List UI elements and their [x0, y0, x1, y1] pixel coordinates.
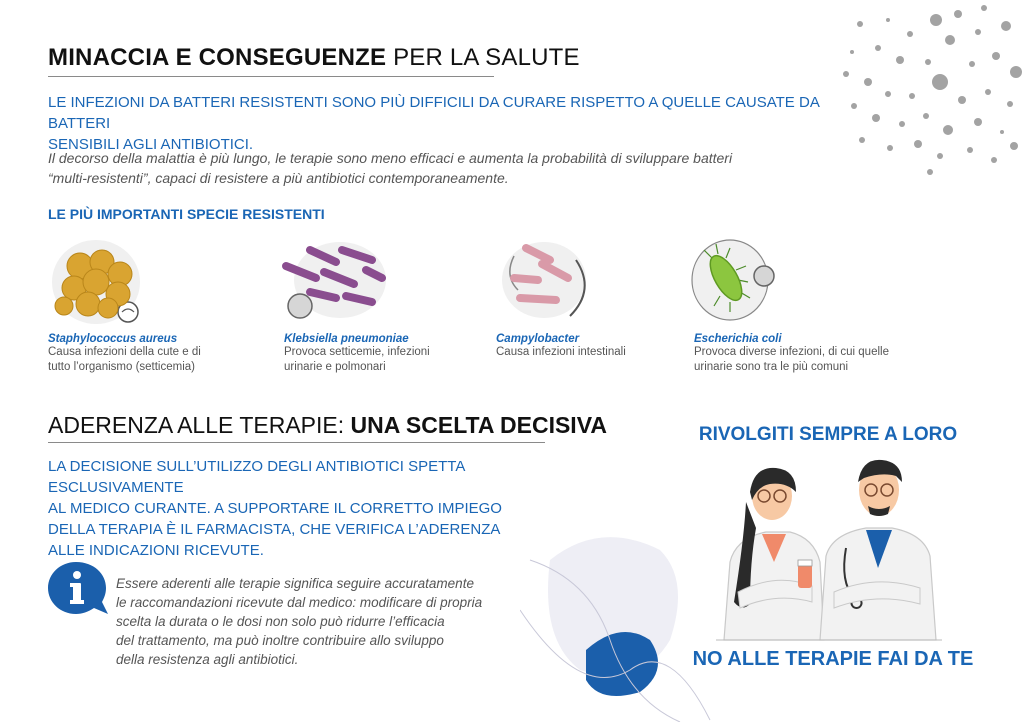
- section-title-rest: PER LA SALUTE: [386, 44, 580, 71]
- klebsiella-icon: [280, 240, 390, 320]
- title-underline: [48, 76, 494, 77]
- species-name: Campylobacter: [496, 333, 580, 345]
- staphylococcus-icon: [50, 236, 150, 326]
- species-desc: urinarie sono tra le più comuni: [694, 361, 849, 373]
- species-item: [284, 333, 484, 375]
- info-text: [116, 574, 516, 669]
- species-desc: tutto l’organismo (setticemia): [48, 361, 195, 373]
- paragraph-line: Il decorso della malattia è più lungo, le terapie sono meno efficaci e aumenta la probabilità di sviluppare batteri: [48, 150, 733, 166]
- section2-title-rest: ADERENZA ALLE TERAPIE:: [48, 412, 351, 438]
- lead-text: [48, 92, 838, 155]
- lead-line: ALLE INDICAZIONI RICEVUTE.: [48, 542, 264, 559]
- species-desc: Causa infezioni intestinali: [496, 346, 626, 358]
- info-line: del trattamento, ma può inoltre contribuire allo sviluppo: [116, 633, 444, 648]
- section2-title-bold: UNA SCELTA DECISIVA: [350, 412, 607, 438]
- lead-line: LA DECISIONE SULL’UTILIZZO DEGLI ANTIBIOTICI SPETTA ESCLUSIVAMENTE: [48, 458, 465, 496]
- species-name: Staphylococcus aureus: [48, 333, 178, 345]
- species-name: Klebsiella pneumoniae: [284, 333, 409, 345]
- callout-heading: RIVOLGITI SEMPRE A LORO: [698, 424, 958, 445]
- campylobacter-icon: [498, 240, 598, 320]
- section-title-bold: MINACCIA E CONSEGUENZE: [48, 44, 387, 71]
- species-item: [496, 333, 696, 360]
- lead-line: AL MEDICO CURANTE. A SUPPORTARE IL CORRETTO IMPIEGO: [48, 500, 502, 517]
- section2-title: [48, 412, 607, 439]
- paragraph-line: “multi-resistenti”, capaci di resistere a più antibiotici contemporaneamente.: [48, 170, 509, 186]
- info-line: le raccomandazioni ricevute dal medico: modificare di propria: [116, 595, 483, 610]
- lead-line: SENSIBILI AGLI ANTIBIOTICI.: [48, 136, 254, 153]
- species-item: [694, 333, 934, 375]
- species-desc: Provoca setticemie, infezioni: [284, 346, 430, 358]
- callout-footer: NO ALLE TERAPIE FAI DA TE: [692, 648, 974, 670]
- info-line: Essere aderenti alle terapie significa seguire accuratamente: [116, 576, 474, 591]
- section-title: [48, 44, 580, 72]
- species-heading: LE PIÙ IMPORTANTI SPECIE RESISTENTI: [48, 206, 325, 222]
- doctors-illustration: [716, 452, 942, 642]
- species-item: [48, 333, 248, 375]
- info-line: scelta la durata o le dosi non solo può ridurre l’efficacia: [116, 614, 445, 629]
- lead-line: DELLA TERAPIA È IL FARMACISTA, CHE VERIFICA L’ADERENZA: [48, 521, 501, 538]
- species-name: Escherichia coli: [694, 333, 782, 345]
- ecoli-icon: [690, 236, 790, 326]
- intro-paragraph: [48, 148, 808, 188]
- section2-underline: [48, 442, 545, 443]
- lead-line: LE INFEZIONI DA BATTERI RESISTENTI SONO PIÙ DIFFICILI DA CURARE RISPETTO A QUELLE CAUSATE DA BATTERI: [48, 94, 819, 132]
- decorative-blobs: [520, 520, 720, 722]
- species-desc: urinarie e polmonari: [284, 361, 386, 373]
- decorative-dots: [838, 0, 1024, 180]
- section2-lead: [48, 456, 588, 561]
- species-desc: Causa infezioni della cute e di: [48, 346, 201, 358]
- species-desc: Provoca diverse infezioni, di cui quelle: [694, 346, 889, 358]
- info-line: della resistenza agli antibiotici.: [116, 652, 299, 667]
- info-icon: [46, 560, 108, 616]
